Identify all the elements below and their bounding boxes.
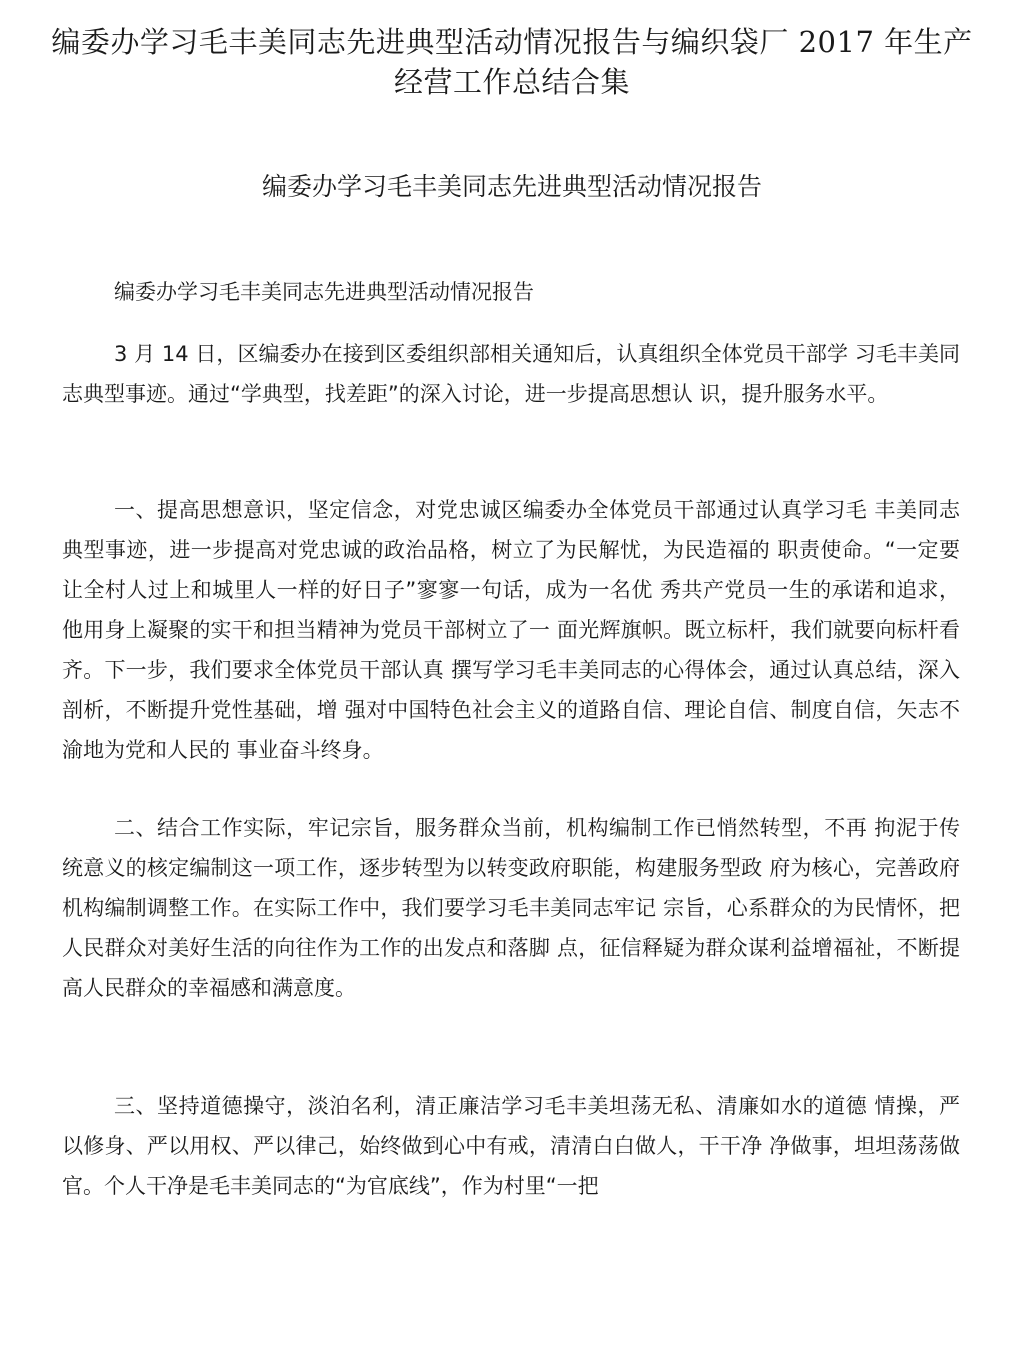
- section-two-paragraph: 二、结合工作实际，牢记宗旨，服务群众当前，机构编制工作已悄然转型，不再 拘泥于传统意义的核定编制这一项工作，逐步转型为以转变政府职能，构建服务型政 府为核心，完善政府机构编制调整工作。在实际工作中，我们要学习毛丰美同志牢记 宗旨，心系群众的为民情怀，把人民群众对美好生活的向往作为工作的出发点和落脚 点，征信释疑为群众谋利益增福祉，不断提高人民群众的幸福感和满意度。: [62, 816, 960, 1000]
- section-one-paragraph: 一、提高思想意识，坚定信念，对党忠诚区编委办全体党员干部通过认真学习毛 丰美同志典型事迹，进一步提高对党忠诚的政治品格，树立了为民解忧，为民造福的 职责使命。“一定要让全村人过上和城里人一样的好日子”寥寥一句话，成为一名优 秀共产党员一生的承诺和追求，他用身上凝聚的实干和担当精神为党员干部树立了一 面光辉旗帜。既立标杆，我们就要向标杆看齐。下一步，我们要求全体党员干部认真 撰写学习毛丰美同志的心得体会，通过认真总结，深入剖析，不断提升党性基础，增 强对中国特色社会主义的道路自信、理论自信、制度自信，矢志不渝地为党和人民的 事业奋斗终身。: [62, 498, 960, 762]
- section-title: 编委办学习毛丰美同志先进典型活动情况报告: [261, 172, 762, 201]
- section-three-paragraph: 三、坚持道德操守，淡泊名利，清正廉洁学习毛丰美坦荡无私、清廉如水的道德 情操，严以修身、严以用权、严以律己，始终做到心中有戒，清清白白做人，干干净 净做事，坦坦荡荡做官。个人干净是毛丰美同志的“为官底线”，作为村里“一把: [62, 1094, 960, 1198]
- intro-paragraph: 3 月 14 日，区编委办在接到区委组织部相关通知后，认真组织全体党员干部学 习毛丰美同志典型事迹。通过“学典型，找差距”的深入讨论，进一步提高思想认 识，提升服务水平。: [62, 342, 960, 406]
- report-heading-paragraph: 编委办学习毛丰美同志先进典型活动情况报告: [114, 280, 534, 304]
- document-title: 编委办学习毛丰美同志先进典型活动情况报告与编织袋厂 2017 年生产经营工作总结合集: [51, 25, 973, 99]
